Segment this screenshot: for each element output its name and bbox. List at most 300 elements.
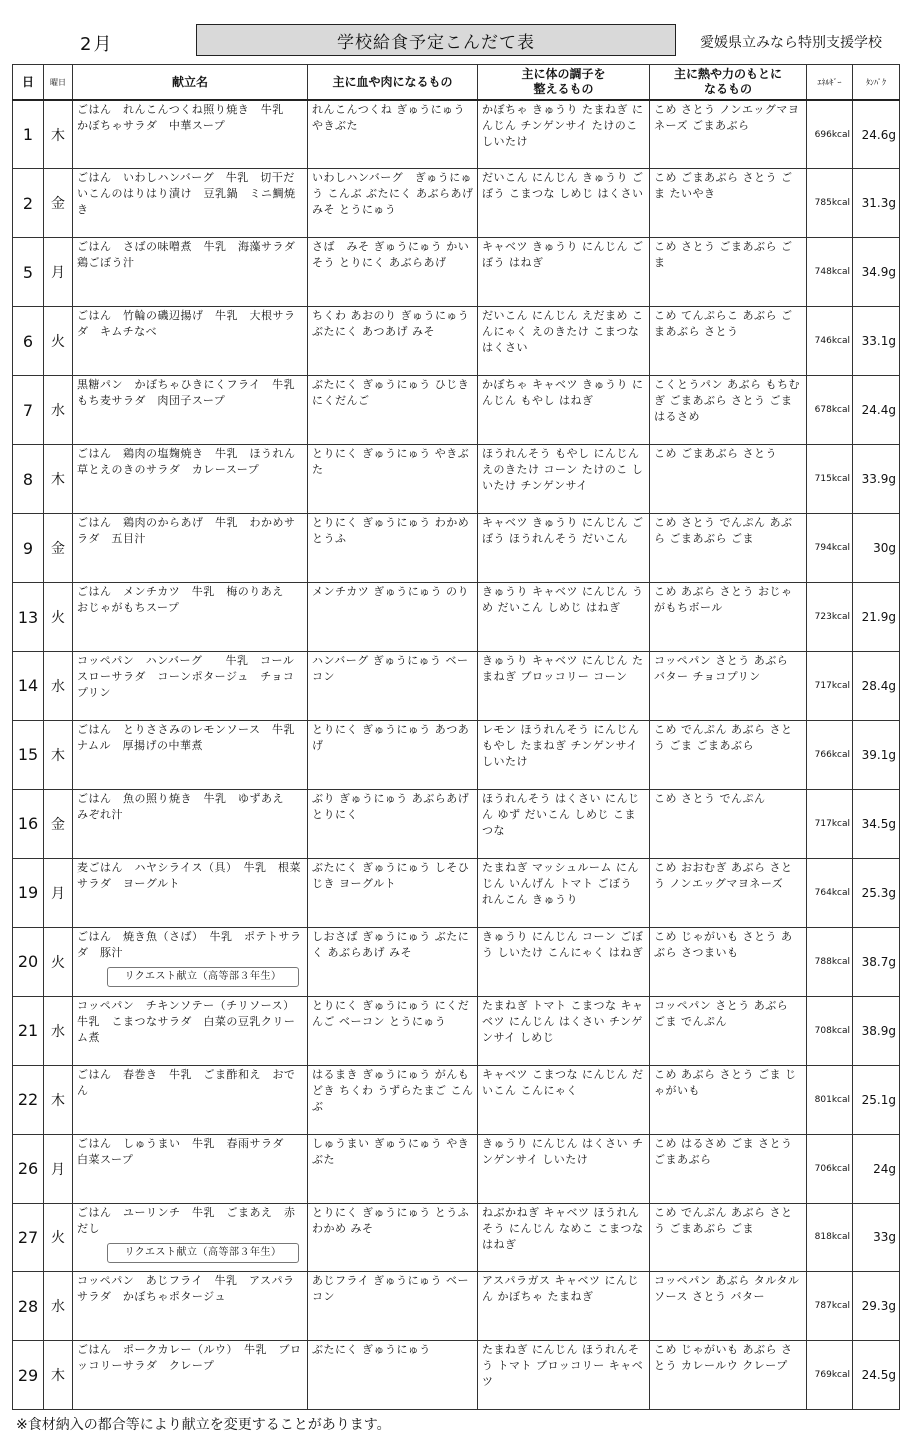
calories-cell-text: 788kcal [814, 956, 850, 967]
weekday-cell-text: 金 [51, 196, 65, 213]
weekday-cell-text: 火 [51, 610, 65, 627]
condition-cell-text: きゅうり にんじん コーン ごぼう しいたけ こんにゃく はねぎ [482, 929, 644, 959]
calories-cell-text: 766kcal [814, 749, 850, 760]
energy-cell-text: コッペパン あぶら タルタルソース さとう バター [654, 1274, 800, 1304]
condition-cell-text: キャベツ きゅうり にんじん ごぼう はねぎ [482, 240, 644, 270]
menu-cell [73, 996, 308, 1065]
weekday-cell [44, 238, 73, 307]
weekday-cell [44, 858, 73, 927]
menu-cell [73, 1203, 308, 1272]
energy-cell [650, 238, 807, 307]
blood-cell [308, 169, 478, 238]
energy-cell-text: こめ でんぷん あぶら さとう ごまあぶら ごま [654, 1205, 793, 1235]
blood-cell [308, 445, 478, 514]
day-cell-text: 14 [17, 676, 39, 696]
blood-cell-text: とりにく ぎゅうにゅう わかめ とうふ [312, 516, 470, 546]
table-row [13, 1134, 900, 1203]
protein-cell [853, 100, 900, 169]
table-row [13, 238, 900, 307]
condition-cell-text: レモン ほうれんそう にんじん もやし たまねぎ チンゲンサイ しいたけ [482, 722, 640, 768]
weekday-cell-text: 水 [51, 1299, 65, 1316]
calories-cell [807, 1203, 853, 1272]
day-cell-text: 1 [22, 125, 34, 145]
condition-cell [478, 376, 650, 445]
protein-cell-text: 34.5g [861, 816, 896, 831]
day-cell [13, 858, 44, 927]
blood-cell [308, 1065, 478, 1134]
blood-cell-text: ぶたにく ぎゅうにゅう [312, 1343, 431, 1357]
protein-cell-text: 24.6g [861, 127, 896, 142]
calories-cell [807, 1272, 853, 1341]
table-row [13, 858, 900, 927]
table-row [13, 514, 900, 583]
day-cell [13, 169, 44, 238]
energy-cell [650, 927, 807, 996]
menu-cell-text: ごはん しゅうまい 牛乳 春雨サラダ 白菜スープ [77, 1136, 296, 1166]
protein-cell-text: 34.9g [861, 265, 896, 280]
menu-cell-text: ごはん ユーリンチ 牛乳 ごまあえ 赤だし [77, 1205, 296, 1235]
blood-cell-text: いわしハンバーグ ぎゅうにゅう こんぶ ぶたにく あぶらあげ みそ とうにゅう [312, 171, 474, 217]
energy-cell-text: こめ てんぷらこ あぶら ごまあぶら さとう [654, 309, 793, 339]
energy-cell-text: こめ でんぷん あぶら さとう ごま ごまあぶら [654, 722, 793, 752]
calories-cell [807, 1134, 853, 1203]
header-menu: 献立名 [73, 65, 308, 101]
weekday-cell [44, 445, 73, 514]
weekday-cell-text: 金 [51, 816, 65, 833]
weekday-cell-text: 火 [51, 1230, 65, 1247]
blood-cell [308, 789, 478, 858]
calories-cell [807, 583, 853, 652]
weekday-cell-text: 木 [51, 1092, 65, 1109]
day-cell [13, 445, 44, 514]
blood-cell [308, 376, 478, 445]
blood-cell [308, 927, 478, 996]
energy-cell [650, 376, 807, 445]
weekday-cell [44, 376, 73, 445]
weekday-cell-text: 火 [51, 954, 65, 971]
calories-cell [807, 1341, 853, 1410]
protein-cell [853, 445, 900, 514]
condition-cell-text: キャベツ こまつな にんじん だいこん こんにゃく [482, 1067, 644, 1097]
protein-cell [853, 169, 900, 238]
energy-cell-text: コッペパン さとう あぶら バター チョコプリン [654, 654, 789, 683]
header-protein: ﾀﾝﾊﾟｸ [853, 65, 900, 101]
protein-cell [853, 858, 900, 927]
menu-cell [73, 652, 308, 721]
protein-cell-text: 30g [873, 541, 896, 556]
day-cell [13, 996, 44, 1065]
blood-cell [308, 307, 478, 376]
condition-cell-text: ほうれんそう はくさい にんじん ゆず だいこん しめじ こまつな [482, 791, 640, 837]
blood-cell-text: ぶたにく ぎゅうにゅう しそひじき ヨーグルト [312, 860, 470, 890]
condition-cell-text: たまねぎ トマト こまつな キャベツ にんじん はくさい チンゲンサイ しめじ [482, 998, 644, 1044]
header-condition-line2: 整えるもの [533, 82, 594, 96]
protein-cell [853, 1341, 900, 1410]
table-row [13, 445, 900, 514]
blood-cell-text: れんこんつくね ぎゅうにゅう やきぶた [312, 103, 466, 132]
header-condition [478, 65, 650, 101]
condition-cell [478, 789, 650, 858]
protein-cell-text: 24g [873, 1161, 896, 1176]
blood-cell [308, 1203, 478, 1272]
weekday-cell-text: 月 [51, 885, 65, 902]
calories-cell [807, 445, 853, 514]
protein-cell [853, 927, 900, 996]
blood-cell [308, 514, 478, 583]
blood-cell [308, 720, 478, 789]
energy-cell-text: こめ じゃがいも さとう あぶら さつまいも [654, 929, 793, 959]
protein-cell-text: 29.3g [861, 1299, 896, 1314]
calories-cell-text: 706kcal [814, 1163, 850, 1174]
menu-cell-text: ごはん いわしハンバーグ 牛乳 切干だいこんのはりはり漬け 豆乳鍋 ミニ鯛焼き [77, 171, 296, 217]
footer-note: ※食材納入の都合等により献立を変更することがあります。 [16, 1417, 391, 1433]
protein-cell-text: 38.7g [861, 954, 896, 969]
protein-cell [853, 789, 900, 858]
blood-cell-text: あじフライ ぎゅうにゅう ベーコン [312, 1274, 469, 1304]
day-cell [13, 1134, 44, 1203]
condition-cell [478, 514, 650, 583]
energy-cell-text: コッペパン さとう あぶら ごま でんぷん [654, 998, 789, 1028]
day-cell-text: 19 [17, 883, 39, 903]
weekday-cell-text: 火 [51, 334, 65, 351]
energy-cell [650, 789, 807, 858]
condition-cell-text: きゅうり にんじん はくさい チンゲンサイ しいたけ [482, 1136, 644, 1166]
condition-cell-text: たまねぎ マッシュルーム にんじん いんげん トマト ごぼう れんこん きゅうり [482, 860, 639, 906]
menu-cell [73, 789, 308, 858]
menu-cell [73, 1272, 308, 1341]
page-title: 学校給食予定こんだて表 [196, 24, 676, 56]
table-row [13, 1341, 900, 1410]
weekday-cell-text: 金 [51, 541, 65, 558]
condition-cell [478, 996, 650, 1065]
table-row [13, 996, 900, 1065]
calories-cell [807, 514, 853, 583]
condition-cell [478, 445, 650, 514]
blood-cell [308, 238, 478, 307]
menu-cell [73, 1134, 308, 1203]
weekday-cell [44, 927, 73, 996]
energy-cell-text: こめ さとう でんぷん [654, 791, 766, 805]
day-cell [13, 514, 44, 583]
energy-cell [650, 445, 807, 514]
day-cell-text: 6 [22, 331, 34, 351]
blood-cell-text: ぶり ぎゅうにゅう あぶらあげ とりにく [312, 791, 470, 821]
calories-cell-text: 769kcal [814, 1370, 850, 1381]
weekday-cell [44, 720, 73, 789]
menu-cell [73, 238, 308, 307]
weekday-cell-text: 月 [51, 265, 65, 282]
calories-cell [807, 307, 853, 376]
protein-cell [853, 996, 900, 1065]
energy-cell [650, 720, 807, 789]
blood-cell-text: とりにく ぎゅうにゅう とうふ わかめ みそ [312, 1205, 470, 1235]
day-cell-text: 2 [22, 193, 34, 213]
menu-cell [73, 1341, 308, 1410]
energy-cell-text: こめ おおむぎ あぶら さとう ノンエッグマヨネーズ [654, 860, 793, 890]
protein-cell-text: 24.5g [861, 1368, 896, 1383]
blood-cell-text: とりにく ぎゅうにゅう あつあげ [312, 722, 470, 752]
calories-cell-text: 787kcal [814, 1301, 850, 1312]
day-cell [13, 789, 44, 858]
menu-cell [73, 927, 308, 996]
table-row [13, 100, 900, 169]
menu-cell-text: ごはん メンチカツ 牛乳 梅のりあえ おじゃがもちスープ [77, 585, 296, 615]
protein-cell-text: 25.1g [861, 1092, 896, 1107]
weekday-cell-text: 木 [51, 747, 65, 764]
energy-cell-text: こめ ごまあぶら さとう [654, 447, 777, 461]
energy-cell [650, 996, 807, 1065]
energy-cell-text: こめ さとう でんぷん あぶら ごまあぶら ごま [654, 516, 793, 546]
month-label: 2月 [80, 34, 114, 55]
menu-cell [73, 858, 308, 927]
weekday-cell [44, 652, 73, 721]
calories-cell [807, 996, 853, 1065]
calories-cell-text: 748kcal [814, 267, 850, 278]
menu-cell [73, 1065, 308, 1134]
protein-cell [853, 583, 900, 652]
day-cell [13, 238, 44, 307]
request-menu-badge: リクエスト献立（高等部３年生） [107, 1243, 299, 1263]
energy-cell-text: こめ さとう ノンエッグマヨネーズ ごまあぶら [654, 103, 800, 132]
blood-cell-text: ぶたにく ぎゅうにゅう ひじき にくだんご [312, 378, 470, 408]
protein-cell-text: 33.9g [861, 472, 896, 487]
day-cell [13, 307, 44, 376]
day-cell-text: 22 [17, 1090, 39, 1110]
weekday-cell [44, 514, 73, 583]
energy-cell-text: こめ さとう ごまあぶら ごま [654, 240, 793, 270]
calories-cell-text: 818kcal [814, 1232, 850, 1243]
calories-cell-text: 715kcal [814, 474, 850, 485]
weekday-cell [44, 1203, 73, 1272]
day-cell-text: 27 [17, 1227, 39, 1247]
day-cell [13, 652, 44, 721]
condition-cell [478, 169, 650, 238]
calories-cell-text: 764kcal [814, 887, 850, 898]
energy-cell-text: こめ はるさめ ごま さとう ごまあぶら [654, 1136, 793, 1166]
condition-cell-text: きゅうり キャベツ にんじん たまねぎ ブロッコリー コーン [482, 654, 644, 683]
day-cell [13, 1203, 44, 1272]
day-cell [13, 1341, 44, 1410]
menu-cell [73, 720, 308, 789]
day-cell-text: 29 [17, 1365, 39, 1385]
menu-cell [73, 169, 308, 238]
condition-cell-text: ほうれんそう もやし にんじん えのきたけ コーン たけのこ しいたけ チンゲンサイ [482, 447, 644, 493]
energy-cell [650, 1341, 807, 1410]
protein-cell-text: 38.9g [861, 1023, 896, 1038]
energy-cell-text: こめ じゃがいも あぶら さとう カレールウ クレープ [654, 1343, 793, 1373]
request-menu-badge: リクエスト献立（高等部３年生） [107, 967, 299, 987]
menu-cell [73, 583, 308, 652]
calories-cell-text: 785kcal [814, 198, 850, 209]
protein-cell [853, 652, 900, 721]
header-day: 日 [13, 65, 44, 101]
table-row [13, 1203, 900, 1272]
calories-cell-text: 678kcal [814, 405, 850, 416]
weekday-cell [44, 307, 73, 376]
condition-cell-text: たまねぎ にんじん ほうれんそう トマト ブロッコリー キャベツ [482, 1343, 644, 1389]
energy-cell [650, 1203, 807, 1272]
calories-cell [807, 720, 853, 789]
weekday-cell [44, 1272, 73, 1341]
menu-cell-text: 麦ごはん ハヤシライス（具） 牛乳 根菜サラダ ヨーグルト [77, 860, 301, 890]
weekday-cell [44, 789, 73, 858]
blood-cell-text: ちくわ あおのり ぎゅうにゅう ぶたにく あつあげ みそ [312, 309, 470, 339]
blood-cell-text: しおさば ぎゅうにゅう ぶたにく あぶらあげ みそ [312, 929, 470, 959]
condition-cell-text: だいこん にんじん きゅうり ごぼう こまつな しめじ はくさい [482, 171, 644, 201]
menu-table-body [13, 100, 900, 1410]
header-condition-line1: 主に体の調子を [521, 67, 606, 81]
menu-cell [73, 445, 308, 514]
calories-cell [807, 652, 853, 721]
menu-cell-text: コッペパン チキンソテー（チリソース） 牛乳 こまつなサラダ 白菜の豆乳クリーム煮 [77, 998, 301, 1044]
menu-cell-text: ごはん 焼き魚（さば） 牛乳 ポテトサラダ 豚汁 [77, 929, 302, 959]
calories-cell [807, 238, 853, 307]
menu-cell-text: ごはん とりささみのレモンソース 牛乳 ナムル 厚揚げの中華煮 [77, 722, 307, 752]
condition-cell-text: かぼちゃ きゅうり たまねぎ にんじん チンゲンサイ たけのこ しいたけ [482, 103, 644, 148]
menu-cell [73, 100, 308, 169]
calories-cell-text: 794kcal [814, 543, 850, 554]
calories-cell [807, 858, 853, 927]
day-cell [13, 583, 44, 652]
blood-cell [308, 858, 478, 927]
day-cell-text: 20 [17, 952, 39, 972]
condition-cell [478, 1272, 650, 1341]
calories-cell [807, 789, 853, 858]
calories-cell [807, 376, 853, 445]
day-cell [13, 720, 44, 789]
energy-cell [650, 1272, 807, 1341]
table-row [13, 376, 900, 445]
day-cell-text: 15 [17, 745, 39, 765]
table-row [13, 1272, 900, 1341]
protein-cell [853, 1134, 900, 1203]
header-energy [650, 65, 807, 101]
calories-cell-text: 717kcal [814, 818, 850, 829]
menu-cell [73, 514, 308, 583]
table-row [13, 307, 900, 376]
day-cell-text: 9 [22, 538, 34, 558]
weekday-cell [44, 169, 73, 238]
protein-cell-text: 33g [873, 1230, 896, 1245]
condition-cell [478, 1203, 650, 1272]
energy-cell-text: こめ ごまあぶら さとう ごま たいやき [654, 171, 793, 201]
calories-cell-text: 746kcal [814, 336, 850, 347]
weekday-cell-text: 木 [51, 472, 65, 489]
energy-cell-text: こめ あぶら さとう ごま じゃがいも [654, 1067, 797, 1097]
menu-cell [73, 376, 308, 445]
energy-cell [650, 1134, 807, 1203]
day-cell-text: 7 [22, 400, 34, 420]
menu-cell-text: ごはん 鶏肉のからあげ 牛乳 わかめサラダ 五目汁 [77, 516, 296, 546]
day-cell-text: 8 [22, 469, 34, 489]
blood-cell-text: ハンバーグ ぎゅうにゅう ベーコン [312, 654, 469, 683]
condition-cell-text: キャベツ きゅうり にんじん ごぼう ほうれんそう だいこん [482, 516, 644, 546]
menu-cell-text: ごはん さばの味噌煮 牛乳 海藻サラダ 鶏ごぼう汁 [77, 240, 307, 270]
condition-cell-text: アスパラガス キャベツ にんじん かぼちゃ たまねぎ [482, 1274, 640, 1304]
blood-cell [308, 583, 478, 652]
condition-cell [478, 100, 650, 169]
calories-cell [807, 169, 853, 238]
weekday-cell-text: 水 [51, 403, 65, 420]
calories-cell [807, 1065, 853, 1134]
blood-cell [308, 1341, 478, 1410]
weekday-cell-text: 木 [51, 1368, 65, 1385]
calories-cell [807, 927, 853, 996]
protein-cell [853, 307, 900, 376]
condition-cell [478, 1341, 650, 1410]
menu-cell-text: ごはん 魚の照り焼き 牛乳 ゆずあえ みぞれ汁 [77, 791, 296, 821]
protein-cell-text: 24.4g [861, 403, 896, 418]
energy-cell [650, 1065, 807, 1134]
table-row [13, 169, 900, 238]
table-header-row [13, 65, 900, 101]
menu-cell [73, 307, 308, 376]
blood-cell [308, 1134, 478, 1203]
protein-cell [853, 238, 900, 307]
menu-cell-text: ごはん 鶏肉の塩麹焼き 牛乳 ほうれん草とえのきのサラダ カレースープ [77, 447, 296, 477]
day-cell-text: 26 [17, 1159, 39, 1179]
day-cell [13, 1272, 44, 1341]
weekday-cell-text: 木 [51, 127, 65, 144]
blood-cell-text: しゅうまい ぎゅうにゅう やきぶた [312, 1136, 470, 1166]
blood-cell [308, 652, 478, 721]
protein-cell [853, 376, 900, 445]
header-calories: ｴﾈﾙｷﾞｰ [807, 65, 853, 101]
blood-cell [308, 1272, 478, 1341]
weekday-cell [44, 996, 73, 1065]
energy-cell-text: こめ あぶら さとう おじゃがもちボール [654, 585, 793, 615]
menu-cell-text: ごはん ポークカレー（ルウ） 牛乳 ブロッコリーサラダ クレープ [77, 1343, 302, 1373]
calories-cell-text: 708kcal [814, 1025, 850, 1036]
weekday-cell [44, 1134, 73, 1203]
day-cell [13, 927, 44, 996]
weekday-cell [44, 583, 73, 652]
table-row [13, 583, 900, 652]
menu-cell-text: ごはん 春巻き 牛乳 ごま酢和え おでん [77, 1067, 296, 1097]
protein-cell-text: 21.9g [861, 610, 896, 625]
menu-cell-text: コッペパン あじフライ 牛乳 アスパラサラダ かぼちゃポタージュ [77, 1274, 295, 1304]
table-row [13, 1065, 900, 1134]
menu-table [12, 64, 900, 1410]
blood-cell-text: とりにく ぎゅうにゅう やきぶた [312, 447, 470, 477]
condition-cell [478, 1065, 650, 1134]
energy-cell-text: こくとうパン あぶら もちむぎ ごまあぶら さとう ごま はるさめ [654, 378, 800, 424]
condition-cell [478, 927, 650, 996]
condition-cell [478, 858, 650, 927]
blood-cell [308, 100, 478, 169]
protein-cell [853, 514, 900, 583]
weekday-cell [44, 1341, 73, 1410]
protein-cell [853, 1272, 900, 1341]
blood-cell-text: はるまき ぎゅうにゅう がんもどき ちくわ うずらたまご こんぶ [312, 1067, 474, 1113]
header-weekday: 曜日 [44, 65, 73, 101]
protein-cell [853, 1203, 900, 1272]
condition-cell [478, 307, 650, 376]
day-cell-text: 21 [17, 1021, 39, 1041]
energy-cell [650, 169, 807, 238]
calories-cell-text: 723kcal [814, 612, 850, 623]
condition-cell [478, 238, 650, 307]
condition-cell [478, 583, 650, 652]
condition-cell [478, 652, 650, 721]
table-row [13, 789, 900, 858]
energy-cell [650, 583, 807, 652]
menu-cell-text: コッペパン ハンバーグ 牛乳 コールスローサラダ コーンポタージュ チョコプリン [77, 654, 295, 699]
protein-cell-text: 33.1g [861, 334, 896, 349]
blood-cell [308, 996, 478, 1065]
condition-cell-text: だいこん にんじん えだまめ こんにゃく えのきたけ こまつな はくさい [482, 309, 644, 355]
day-cell [13, 1065, 44, 1134]
